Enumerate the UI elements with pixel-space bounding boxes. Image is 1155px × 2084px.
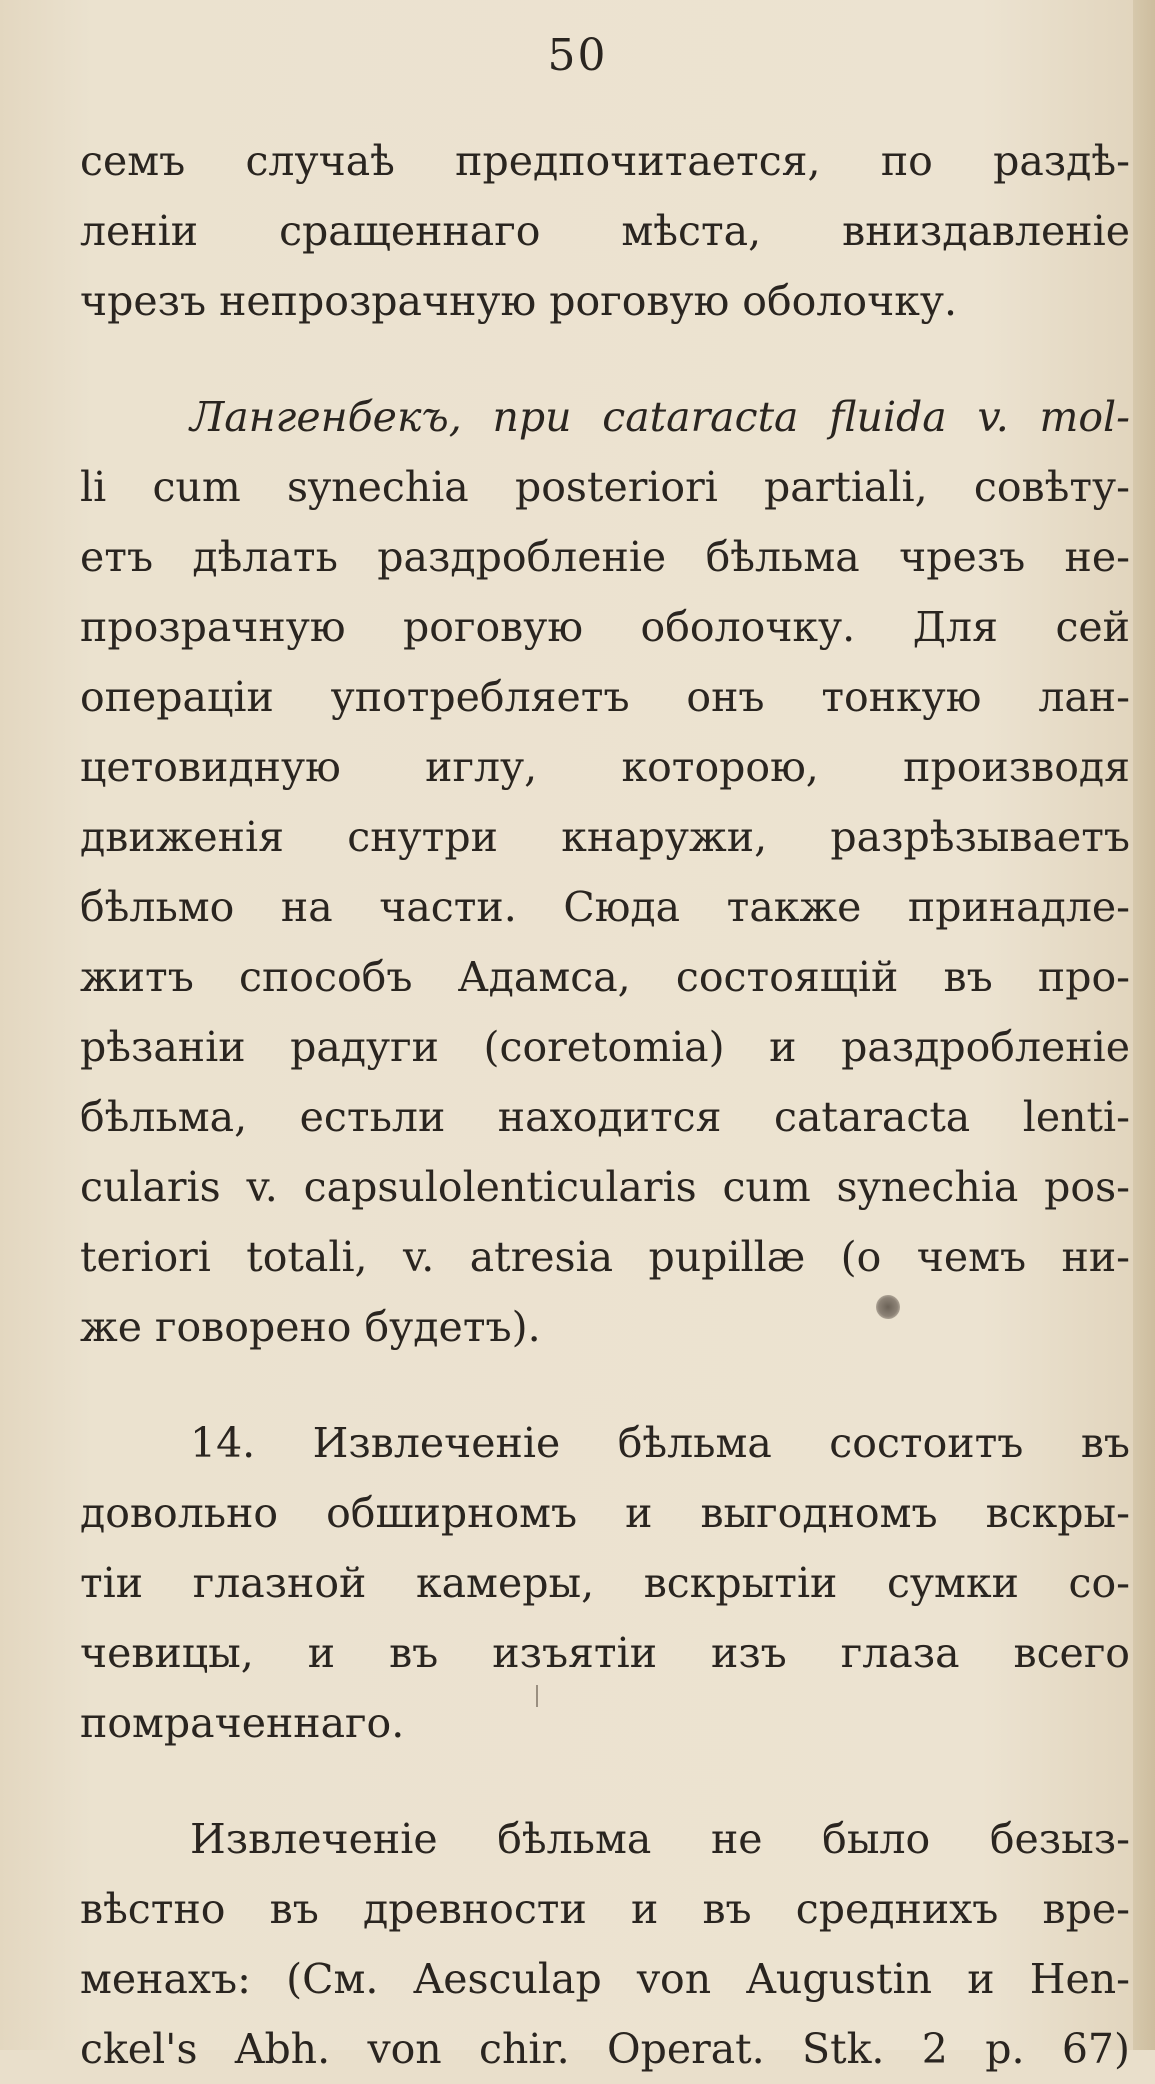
text-line: етъ дѣлать раздробленіе бѣльма чрезъ не- [80, 533, 1130, 581]
text-line: довольно обширномъ и выгодномъ вскры- [80, 1489, 1130, 1537]
text-line: бѣльма, естьли находится cataracta lenti- [80, 1093, 1130, 1141]
text-line: леніи сращеннаго мѣста, вниздавленіе [80, 207, 1130, 255]
text-line: цетовидную иглу, которою, производя [80, 743, 1130, 791]
text-line: li cum synechia posteriori partiali, совѣту- [80, 463, 1130, 511]
paper-mark [536, 1685, 538, 1707]
text-line: же говорено будетъ). [80, 1303, 541, 1351]
text-line: чрезъ непрозрачную роговую оболочку. [80, 277, 957, 325]
text-line: рѣзаніи радуги (coretomia) и раздробленіе [80, 1023, 1130, 1071]
text-line: бѣльмо на части. Сюда также принадле- [80, 883, 1130, 931]
text-line: teriori totali, v. atresia pupillæ (о чемъ ни- [80, 1233, 1130, 1281]
ink-spot [876, 1295, 900, 1319]
text-line: Извлеченіе бѣльма не было безыз- [190, 1815, 1130, 1863]
page-number: 50 [547, 30, 608, 81]
text-line: 14. Извлеченіе бѣльма состоитъ въ [190, 1419, 1130, 1467]
text-line: тіи глазной камеры, вскрытіи сумки со- [80, 1559, 1130, 1607]
text-line: помраченнаго. [80, 1699, 405, 1747]
text-line: чевицы, и въ изъятіи изъ глаза всего [80, 1629, 1130, 1677]
text-line: движенія снутри кнаружи, разрѣзываетъ [80, 813, 1130, 861]
text-line: менахъ: (См. Aesculap von Augustin и Hen- [80, 1955, 1130, 2003]
text-line: вѣстно въ древности и въ среднихъ вре- [80, 1885, 1130, 1933]
text-line: Лангенбекъ, при cataracta fluida v. mol- [190, 393, 1130, 441]
text-line: операціи употребляетъ онъ тонкую лан- [80, 673, 1130, 721]
page-edge [1133, 0, 1155, 2050]
text-line: семъ случаѣ предпочитается, по раздѣ- [80, 137, 1130, 185]
text-line: ckel's Abh. von chir. Operat. Stk. 2 p. 67) [80, 2025, 1130, 2073]
text-line: прозрачную роговую оболочку. Для сей [80, 603, 1130, 651]
body-text [80, 126, 1130, 2084]
text-line: житъ способъ Адамса, состоящій въ про- [80, 953, 1130, 1001]
text-line: cularis v. capsulolenticularis cum synechia pos- [80, 1163, 1130, 1211]
